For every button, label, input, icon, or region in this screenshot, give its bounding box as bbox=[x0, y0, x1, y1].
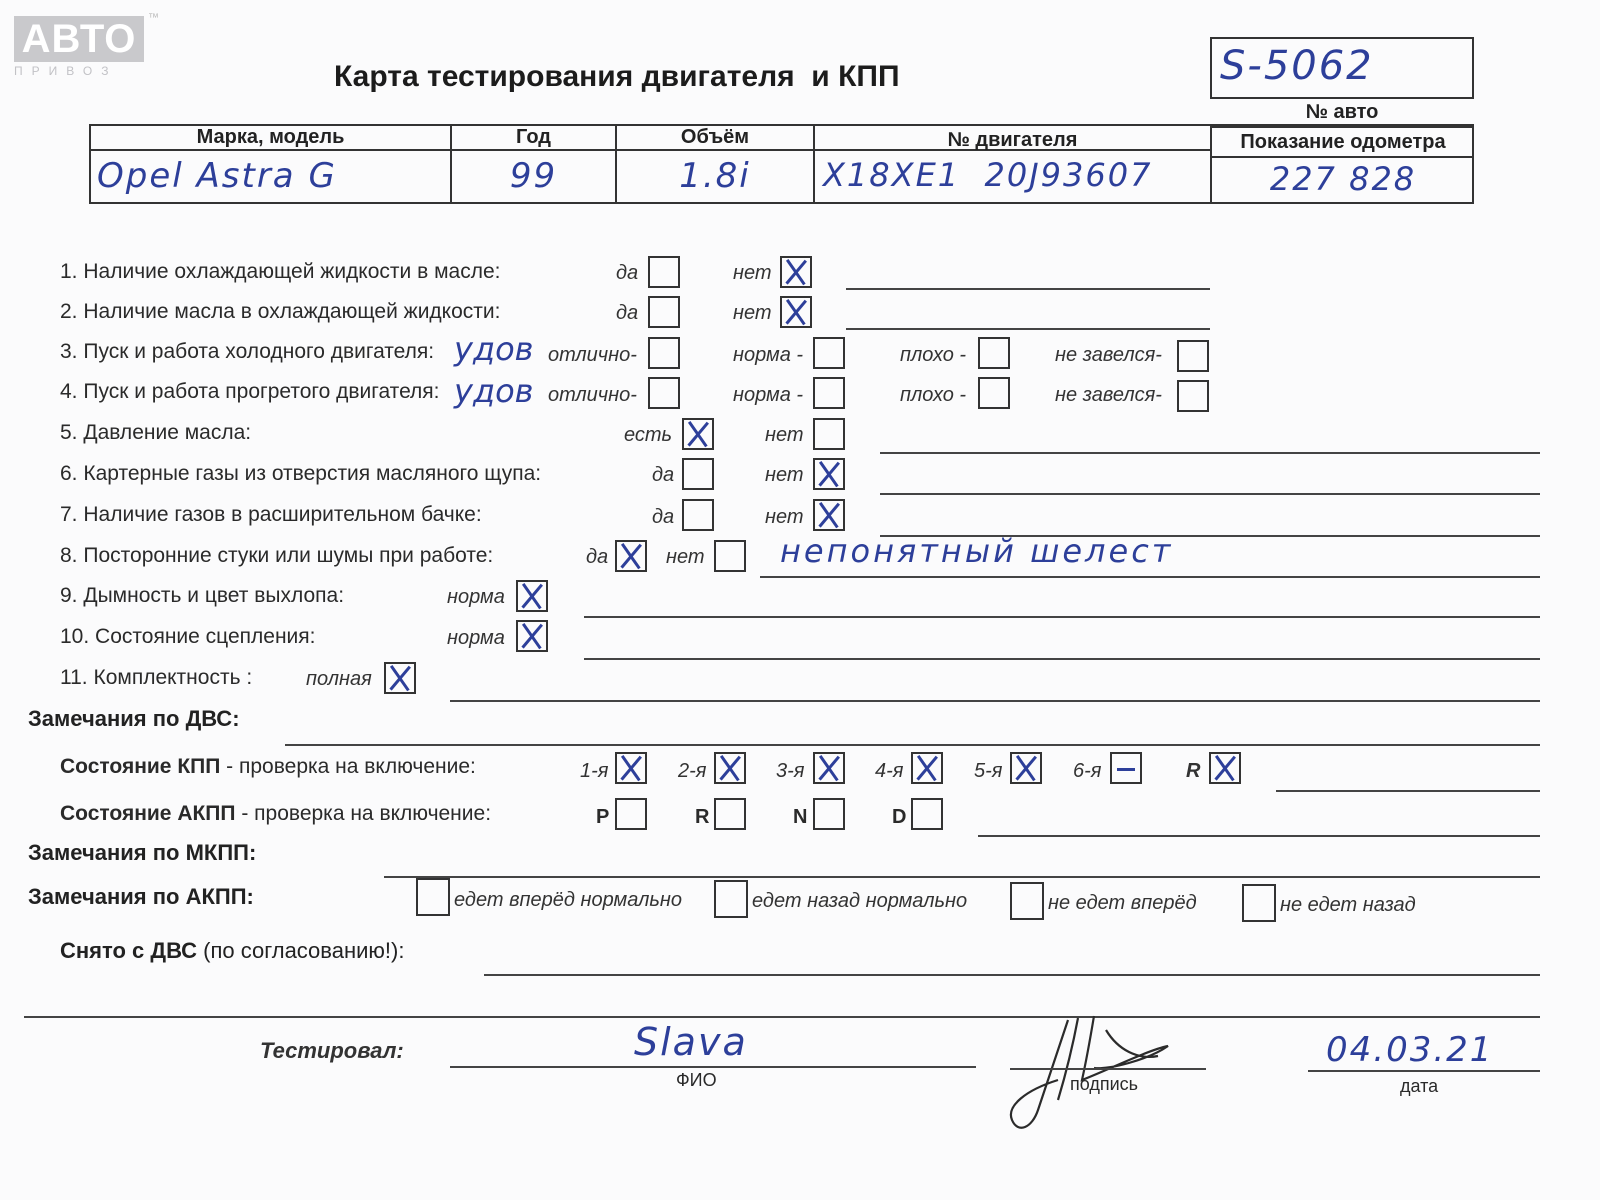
kpp-gear-6-checkbox[interactable] bbox=[1110, 752, 1142, 784]
akpp-gear-p-checkbox[interactable] bbox=[615, 798, 647, 830]
item-10-normal-checkbox[interactable] bbox=[516, 620, 548, 652]
akpp-gear-d-checkbox[interactable] bbox=[911, 798, 943, 830]
item-9-opt-normal: норма bbox=[447, 586, 505, 608]
item-3: 3. Пуск и работа холодного двигателя: bbox=[60, 340, 435, 363]
item-4-opt-excellent: отлично- bbox=[548, 384, 637, 406]
item-6: 6. Картерные газы из отверстия масляного щупа: bbox=[60, 462, 542, 485]
logo-text: АВТО bbox=[21, 17, 137, 61]
car-number-value: S-5062 bbox=[1220, 43, 1374, 89]
tester-line bbox=[450, 1066, 976, 1068]
item-9-line bbox=[584, 616, 1540, 618]
item-1-opt-no: нет bbox=[733, 262, 772, 284]
item-4-excellent-checkbox[interactable] bbox=[648, 377, 680, 409]
remarks-dvs-line bbox=[285, 744, 1540, 746]
item-3-opt-nostart: не завелся- bbox=[1055, 344, 1162, 366]
item-2-yes-checkbox[interactable] bbox=[648, 296, 680, 328]
engine-value: X18XE1 20J93607 bbox=[823, 156, 1153, 194]
item-4-handwritten: удов bbox=[454, 372, 534, 410]
kpp-gear-2-checkbox[interactable] bbox=[714, 752, 746, 784]
akpp-gear-n-checkbox[interactable] bbox=[813, 798, 845, 830]
item-11-full-checkbox[interactable] bbox=[384, 662, 416, 694]
item-2-no-checkbox[interactable] bbox=[780, 296, 812, 328]
header-divider-odo bbox=[1210, 156, 1474, 158]
item-8-note: непонятный шелест bbox=[780, 532, 1174, 570]
item-8-no-checkbox[interactable] bbox=[714, 540, 746, 572]
item-3-nostart-checkbox[interactable] bbox=[1177, 340, 1209, 372]
akpp-no-forward-checkbox[interactable] bbox=[1010, 882, 1044, 920]
item-7-yes-checkbox[interactable] bbox=[682, 499, 714, 531]
kpp-gear-1-label: 1-я bbox=[580, 760, 609, 782]
akpp-no-forward-label: не едет вперёд bbox=[1048, 892, 1197, 914]
col-make-label: Марка, модель bbox=[196, 126, 345, 148]
akpp-gear-r-label: R bbox=[695, 806, 710, 828]
item-2-line bbox=[846, 328, 1210, 330]
item-8-yes-checkbox[interactable] bbox=[615, 540, 647, 572]
item-6-opt-no: нет bbox=[765, 464, 804, 486]
item-1-opt-yes: да bbox=[616, 262, 639, 284]
item-5-opt-yes: есть bbox=[624, 424, 673, 446]
item-6-opt-yes: да bbox=[652, 464, 675, 486]
item-2-opt-yes: да bbox=[616, 302, 639, 324]
signature-line bbox=[1010, 1068, 1206, 1070]
item-3-excellent-checkbox[interactable] bbox=[648, 337, 680, 369]
volume-value: 1.8i bbox=[679, 156, 751, 196]
col-volume-label: Объём bbox=[680, 126, 750, 148]
item-10-opt-normal: норма bbox=[447, 627, 505, 649]
akpp-forward-ok-checkbox[interactable] bbox=[416, 878, 450, 916]
item-5-line bbox=[880, 452, 1540, 454]
kpp-gear-4-checkbox[interactable] bbox=[911, 752, 943, 784]
date-label: дата bbox=[1400, 1076, 1439, 1096]
item-9: 9. Дымность и цвет выхлопа: bbox=[60, 584, 345, 607]
date-value: 04.03.21 bbox=[1326, 1030, 1494, 1070]
item-11-opt-full: полная bbox=[306, 668, 372, 690]
make-value: Opel Astra G bbox=[97, 156, 337, 196]
item-11: 11. Комплектность : bbox=[60, 666, 253, 689]
logo-sub: ПРИВОЗ bbox=[14, 64, 118, 78]
item-1-line bbox=[846, 288, 1210, 290]
removed-line bbox=[484, 974, 1540, 976]
fio-label: ФИО bbox=[676, 1070, 717, 1090]
remarks-akpp-label: Замечания по АКПП: bbox=[28, 884, 254, 909]
car-number-label: № авто bbox=[1305, 101, 1379, 123]
logo-tm: ™ bbox=[148, 12, 159, 24]
item-10-line bbox=[584, 658, 1540, 660]
date-line bbox=[1308, 1070, 1540, 1072]
signature-label: подпись bbox=[1070, 1074, 1139, 1094]
item-9-normal-checkbox[interactable] bbox=[516, 580, 548, 612]
akpp-line bbox=[978, 835, 1540, 837]
item-3-bad-checkbox[interactable] bbox=[978, 337, 1010, 369]
item-7-opt-no: нет bbox=[765, 506, 804, 528]
item-8-line bbox=[760, 576, 1540, 578]
item-11-line bbox=[450, 700, 1540, 702]
col-engine-label: № двигателя bbox=[947, 129, 1078, 151]
item-5-yes-checkbox[interactable] bbox=[682, 418, 714, 450]
item-4-opt-nostart: не завелся- bbox=[1055, 384, 1162, 406]
tested-label: Тестировал: bbox=[260, 1038, 404, 1063]
kpp-label: Состояние КПП - проверка на включение: bbox=[60, 755, 476, 778]
item-8-opt-yes: да bbox=[586, 546, 609, 568]
remarks-mkpp-line bbox=[384, 876, 1540, 878]
item-2: 2. Наличие масла в охлаждающей жидкости: bbox=[60, 300, 501, 323]
item-10: 10. Состояние сцепления: bbox=[60, 625, 316, 648]
col-year-label: Год bbox=[516, 126, 551, 148]
akpp-gear-n-label: N bbox=[793, 806, 808, 828]
col-odometer-label: Показание одометра bbox=[1240, 131, 1446, 153]
akpp-forward-ok-label: едет вперёд нормально bbox=[454, 889, 683, 911]
remarks-dvs-label: Замечания по ДВС: bbox=[28, 706, 240, 731]
kpp-gear-5-checkbox[interactable] bbox=[1010, 752, 1042, 784]
item-3-opt-bad: плохо - bbox=[900, 344, 967, 366]
item-3-handwritten: удов bbox=[454, 330, 534, 368]
kpp-gear-3-label: 3-я bbox=[776, 760, 805, 782]
akpp-no-backward-label: не едет назад bbox=[1280, 894, 1416, 916]
header-table bbox=[89, 124, 1474, 204]
car-number-box bbox=[1210, 37, 1474, 99]
logo bbox=[14, 12, 159, 78]
odometer-value: 227 828 bbox=[1269, 160, 1417, 198]
akpp-gear-p-label: P bbox=[596, 806, 610, 828]
kpp-gear-r-checkbox[interactable] bbox=[1209, 752, 1241, 784]
item-3-opt-normal: норма - bbox=[733, 344, 804, 366]
page-title: Карта тестирования двигателя и КПП bbox=[334, 60, 900, 93]
item-3-opt-excellent: отлично- bbox=[548, 344, 637, 366]
item-8-opt-no: нет bbox=[666, 546, 705, 568]
item-4-opt-normal: норма - bbox=[733, 384, 804, 406]
tester-name: Slava bbox=[634, 1020, 748, 1064]
item-4-normal-checkbox[interactable] bbox=[813, 377, 845, 409]
kpp-gear-4-label: 4-я bbox=[875, 760, 904, 782]
item-7-opt-yes: да bbox=[652, 506, 675, 528]
item-8: 8. Посторонние стуки или шумы при работе: bbox=[60, 544, 494, 567]
item-6-line bbox=[880, 493, 1540, 495]
akpp-gear-d-label: D bbox=[892, 806, 907, 828]
kpp-gear-1-checkbox[interactable] bbox=[615, 752, 647, 784]
kpp-gear-3-checkbox[interactable] bbox=[813, 752, 845, 784]
item-1: 1. Наличие охлаждающей жидкости в масле: bbox=[60, 260, 501, 283]
kpp-line bbox=[1276, 790, 1540, 792]
item-5-no-checkbox[interactable] bbox=[813, 418, 845, 450]
akpp-gear-r-checkbox[interactable] bbox=[714, 798, 746, 830]
item-3-normal-checkbox[interactable] bbox=[813, 337, 845, 369]
akpp-no-backward-checkbox[interactable] bbox=[1242, 884, 1276, 922]
kpp-gear-5-label: 5-я bbox=[974, 760, 1003, 782]
item-5: 5. Давление масла: bbox=[60, 421, 252, 444]
item-7: 7. Наличие газов в расширительном бачке: bbox=[60, 503, 482, 526]
item-5-opt-no: нет bbox=[765, 424, 804, 446]
logo-box bbox=[14, 16, 144, 62]
item-4-nostart-checkbox[interactable] bbox=[1177, 380, 1209, 412]
item-2-opt-no: нет bbox=[733, 302, 772, 324]
item-6-no-checkbox[interactable] bbox=[813, 458, 845, 490]
kpp-gear-6-label: 6-я bbox=[1073, 760, 1102, 782]
kpp-gear-2-label: 2-я bbox=[678, 760, 707, 782]
item-4-bad-checkbox[interactable] bbox=[978, 377, 1010, 409]
kpp-gear-r-label: R bbox=[1186, 760, 1201, 782]
akpp-label: Состояние АКПП - проверка на включение: bbox=[60, 802, 492, 825]
akpp-backward-ok-checkbox[interactable] bbox=[714, 880, 748, 918]
item-4: 4. Пуск и работа прогретого двигателя: bbox=[60, 380, 440, 403]
removed-label: Снято с ДВС (по согласованию!): bbox=[60, 938, 405, 963]
item-7-no-checkbox[interactable] bbox=[813, 499, 845, 531]
item-1-yes-checkbox[interactable] bbox=[648, 256, 680, 288]
item-4-opt-bad: плохо - bbox=[900, 384, 967, 406]
year-value: 99 bbox=[509, 156, 558, 196]
separator-line bbox=[24, 1016, 1540, 1018]
item-6-yes-checkbox[interactable] bbox=[682, 458, 714, 490]
akpp-backward-ok-label: едет назад нормально bbox=[752, 890, 968, 912]
remarks-mkpp-label: Замечания по МКПП: bbox=[28, 840, 257, 865]
item-1-no-checkbox[interactable] bbox=[780, 256, 812, 288]
